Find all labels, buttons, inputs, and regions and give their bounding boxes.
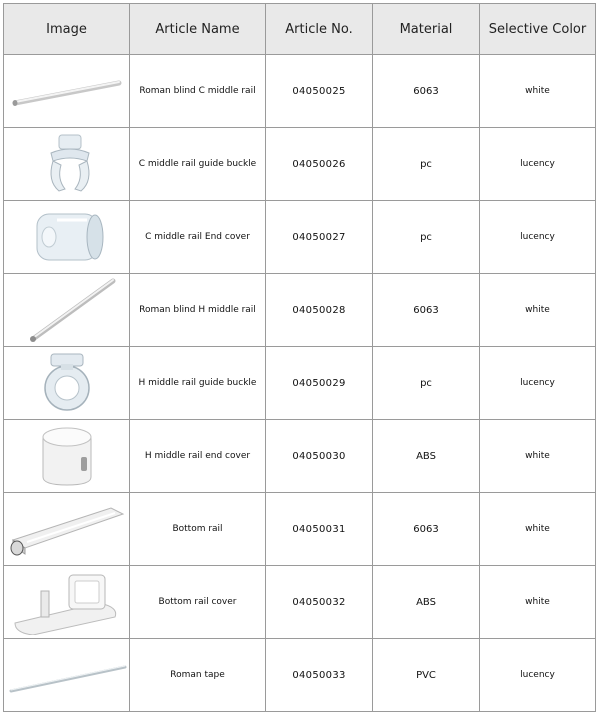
- article-name-cell: Roman blind H middle rail: [130, 274, 266, 347]
- image-cell: [4, 55, 130, 128]
- article-no-cell: 04050026: [266, 128, 373, 201]
- color-cell: white: [480, 274, 596, 347]
- table-row: [4, 128, 596, 201]
- table-row: [4, 420, 596, 493]
- color-cell: white: [480, 420, 596, 493]
- bottom-rail-cover-icon: [7, 569, 127, 635]
- table-row: [4, 274, 596, 347]
- image-cell: [4, 128, 130, 201]
- image-cell: [4, 347, 130, 420]
- table-row: [4, 201, 596, 274]
- article-name-cell: C middle rail End cover: [130, 201, 266, 274]
- color-cell: white: [480, 55, 596, 128]
- article-no-cell: 04050029: [266, 347, 373, 420]
- header-article-no: Article No.: [266, 4, 373, 55]
- material-cell: 6063: [373, 493, 480, 566]
- rail-diagonal-icon: [7, 277, 127, 343]
- parts-table: [3, 3, 596, 712]
- article-name-cell: H middle rail guide buckle: [130, 347, 266, 420]
- material-cell: PVC: [373, 639, 480, 712]
- color-cell: lucency: [480, 128, 596, 201]
- header-image: Image: [4, 4, 130, 55]
- image-cell: [4, 420, 130, 493]
- table-row: [4, 55, 596, 128]
- material-cell: pc: [373, 128, 480, 201]
- article-name-cell: H middle rail end cover: [130, 420, 266, 493]
- article-no-cell: 04050028: [266, 274, 373, 347]
- color-cell: white: [480, 566, 596, 639]
- rail-thin-icon: [7, 61, 127, 121]
- table-row: [4, 347, 596, 420]
- image-cell: [4, 274, 130, 347]
- article-no-cell: 04050027: [266, 201, 373, 274]
- article-name-cell: Bottom rail: [130, 493, 266, 566]
- end-cover-white-icon: [7, 423, 127, 489]
- ring-buckle-icon: [7, 350, 127, 416]
- article-name-cell: Roman tape: [130, 639, 266, 712]
- image-cell: [4, 493, 130, 566]
- color-cell: lucency: [480, 201, 596, 274]
- article-name-cell: Roman blind C middle rail: [130, 55, 266, 128]
- material-cell: 6063: [373, 274, 480, 347]
- guide-buckle-icon: [7, 131, 127, 197]
- color-cell: lucency: [480, 347, 596, 420]
- image-cell: [4, 566, 130, 639]
- article-no-cell: 04050025: [266, 55, 373, 128]
- table-row: [4, 493, 596, 566]
- table-row: [4, 566, 596, 639]
- header-article-name: Article Name: [130, 4, 266, 55]
- header-material: Material: [373, 4, 480, 55]
- material-cell: ABS: [373, 566, 480, 639]
- material-cell: pc: [373, 201, 480, 274]
- end-cover-clear-icon: [7, 204, 127, 270]
- article-name-cell: C middle rail guide buckle: [130, 128, 266, 201]
- roman-tape-icon: [7, 645, 127, 705]
- header-selective-color: Selective Color: [480, 4, 596, 55]
- material-cell: pc: [373, 347, 480, 420]
- article-no-cell: 04050030: [266, 420, 373, 493]
- image-cell: [4, 201, 130, 274]
- image-cell: [4, 639, 130, 712]
- article-no-cell: 04050033: [266, 639, 373, 712]
- article-no-cell: 04050031: [266, 493, 373, 566]
- color-cell: lucency: [480, 639, 596, 712]
- material-cell: ABS: [373, 420, 480, 493]
- header-row: [4, 4, 596, 55]
- article-no-cell: 04050032: [266, 566, 373, 639]
- color-cell: white: [480, 493, 596, 566]
- bottom-rail-icon: [7, 496, 127, 562]
- article-name-cell: Bottom rail cover: [130, 566, 266, 639]
- table-row: [4, 639, 596, 712]
- material-cell: 6063: [373, 55, 480, 128]
